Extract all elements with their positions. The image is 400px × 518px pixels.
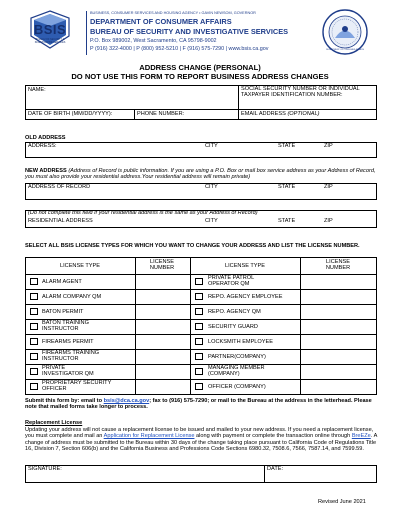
signature-field[interactable]: SIGNATURE: [28,466,62,472]
residential-city-label: CITY [205,218,218,224]
old-address-heading: OLD ADDRESS [25,135,66,141]
replacement-text-3: . A change of address must be submitted to the Bureau within 30 days of the change taking place pursuant to California Code of Regulations Title 16, Division 7, Section 606(b) and the California Business and Professions Code Sections 6980.32, 7508.6, 7566, 7587.14, and 7599.59. [25,433,378,453]
col-license-number-right: LICENSE NUMBER [325,259,351,272]
license-alarm-company-qm: ALARM COMPANY QM [42,294,102,300]
new-address-heading: NEW ADDRESS [25,168,67,174]
bsis-logo [24,10,76,50]
license-repo-agency-qm: REPO. AGENCY QM [208,309,261,315]
agency-line: BUSINESS, CONSUMER SERVICES AND HOUSING AGENCY • GAVIN NEWSOM, GOVERNOR [90,11,256,15]
checkbox-baton-training-instructor[interactable] [30,323,38,330]
replacement-heading: Replacement License [25,420,83,426]
license-alarm-agent: ALARM AGENT [42,279,82,285]
license-security-guard: SECURITY GUARD [208,324,258,330]
col-license-type-left: LICENSE TYPE [59,263,100,269]
license-repo-agency-employee: REPO. AGENCY EMPLOYEE [208,294,283,300]
submit-post: ; fax to (916) 575-7290; or mail to the Bureau at the address in the letterhead. Please note that mailed forms take longer to process. [25,398,372,411]
replacement-paragraph [25,427,379,453]
license-heading: SELECT ALL BSIS LICENSE TYPES FOR WHICH YOU WANT TO CHANGE YOUR ADDRESS AND LIST THE LICENSE NUMBER. [25,243,360,249]
checkbox-private-patrol-operator-qm[interactable] [195,278,203,285]
checkbox-baton-permit[interactable] [30,308,38,315]
new-state-label: STATE [278,184,296,190]
checkbox-alarm-agent[interactable] [30,278,38,285]
residential-state-label: STATE [278,218,296,224]
mailing-address: P.O. Box 989002, West Sacramento, CA 95798-9002 [90,38,217,44]
license-managing-member-company: MANAGING MEMBER (COMPANY) [208,365,265,378]
residential-note: (Do not complete this field if your residential address is the same as your Address of Record) [28,210,258,216]
old-state-label: STATE [278,143,296,149]
replacement-text-1: Updating your address will not cause a replacement license to be issued and mailed to your new address. If you need a replacement license, you must complete and mail an [25,427,374,440]
new-address-note [25,168,379,181]
license-firearms-training-instructor: FIREARMS TRAINING INSTRUCTOR [42,350,100,363]
new-address-instructions: (Address of Record is public information. If you are using a P.O. Box or mail box service address as your Address of Record, you must also provide your residential address.Your residential address will remain private) [25,168,376,181]
revised-date: Revised June 2021 [318,499,366,505]
bsis-email-link[interactable]: bsis@dca.ca.gov [103,398,150,404]
checkbox-proprietary-security-officer[interactable] [30,383,38,390]
logo-text: BSIS [33,22,67,37]
license-locksmith-employee: LOCKSMITH EMPLOYEE [208,339,273,345]
license-officer-company: OFFICER (COMPANY) [208,384,266,390]
checkbox-private-investigator-qm[interactable] [30,368,38,375]
replacement-application-link[interactable]: Application for Replacement License [103,433,195,440]
license-firearms-permit: FIREARMS PERMIT [42,339,94,345]
bureau-name: BUREAU OF SECURITY AND INVESTIGATIVE SERVICES [90,27,289,36]
license-private-investigator-qm: PRIVATE INVESTIGATOR QM [42,365,94,378]
form-subtitle: DO NOT USE THIS FORM TO REPORT BUSINESS ADDRESS CHANGES [71,72,329,81]
residential-address-label: RESIDENTIAL ADDRESS [28,218,93,224]
old-address-label: ADDRESS: [28,143,57,149]
col-license-number-left: LICENSE NUMBER [149,259,175,272]
license-partner-company: PARTNER(COMPANY) [208,354,266,360]
seal-label: DEPARTMENT OF CONSUMER AFFAIRS [326,49,364,51]
checkbox-firearms-training-instructor[interactable] [30,353,38,360]
submit-instructions [25,398,379,411]
phone-field[interactable]: PHONE NUMBER: [137,111,185,117]
license-proprietary-security-officer: PROPRIETARY SECURITY OFFICER [42,380,112,393]
new-city-label: CITY [205,184,218,190]
letterhead-divider [86,11,87,55]
logo-subtext: BUREAU OF SECURITY & INVESTIGATIVE SERVICES [34,38,66,44]
checkbox-repo-agency-qm[interactable] [195,308,203,315]
col-license-type-right: LICENSE TYPE [224,263,265,269]
email-field[interactable] [241,111,319,117]
checkbox-repo-agency-employee[interactable] [195,293,203,300]
old-city-label: CITY [205,143,218,149]
checkbox-firearms-permit[interactable] [30,338,38,345]
residential-zip-label: ZIP [324,218,333,224]
department-name: DEPARTMENT OF CONSUMER AFFAIRS [90,17,232,26]
email-optional: (OPTIONAL) [287,111,320,117]
breeze-link[interactable]: BreEZe [351,433,371,440]
address-of-record-label: ADDRESS OF RECORD [28,184,91,190]
form-title: ADDRESS CHANGE (PERSONAL) [139,63,261,72]
submit-pre: Submit this form by: email to [25,398,104,404]
checkbox-managing-member-company[interactable] [195,368,203,375]
checkbox-officer-company[interactable] [195,383,203,390]
checkbox-locksmith-employee[interactable] [195,338,203,345]
date-field[interactable]: DATE: [267,466,284,472]
ssn-field[interactable]: SOCIAL SECURITY NUMBER OR INDIVIDUAL TAXPAYER IDENTIFICATION NUMBER: [241,86,360,99]
checkbox-security-guard[interactable] [195,323,203,330]
checkbox-partner-company[interactable] [195,353,203,360]
license-baton-training-instructor: BATON TRAINING INSTRUCTOR [42,320,89,333]
old-zip-label: ZIP [324,143,333,149]
state-seal [322,9,368,55]
contact-line: P (916) 322-4000 | P (800) 952-5210 | F (916) 575-7290 | www.bsis.ca.gov [90,46,269,52]
license-private-patrol-operator-qm: PRIVATE PATROL OPERATOR QM [208,275,254,288]
checkbox-alarm-company-qm[interactable] [30,293,38,300]
signature-row [25,465,377,483]
email-label: EMAIL ADDRESS [241,111,286,117]
new-zip-label: ZIP [324,184,333,190]
replacement-text-2: along with payment or complete the transaction online through [194,433,352,440]
name-field[interactable]: NAME: [28,87,46,93]
license-baton-permit: BATON PERMIT [42,309,84,315]
dob-field[interactable]: DATE OF BIRTH (MM/DD/YYYY): [28,111,113,117]
